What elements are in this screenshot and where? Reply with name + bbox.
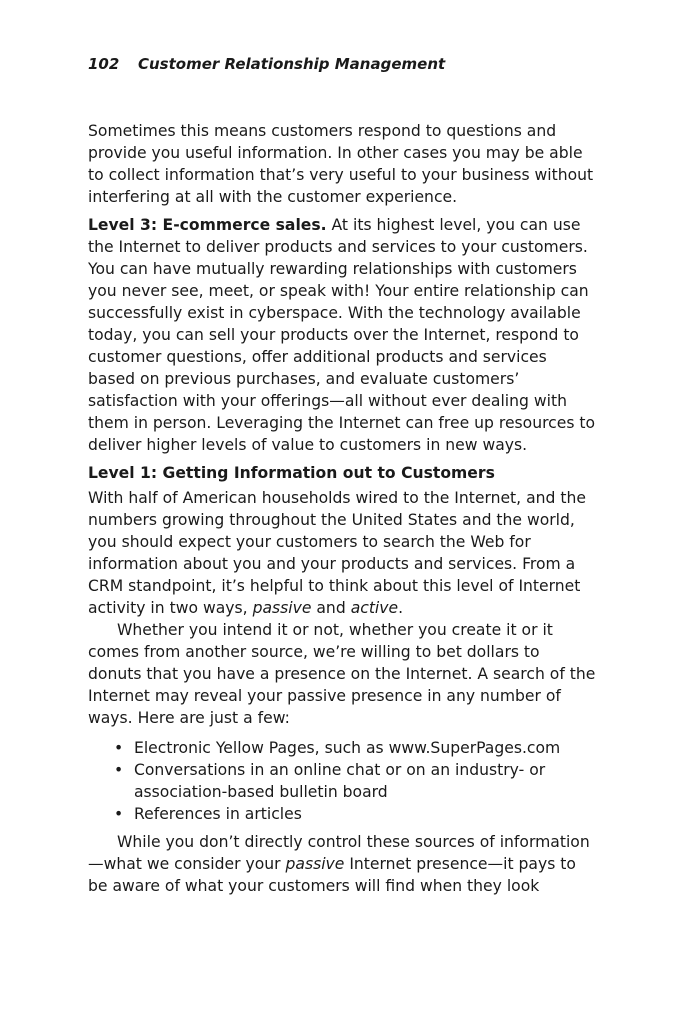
level-3-paragraph: [88, 214, 596, 456]
bullet-icon: •: [114, 761, 124, 779]
book-page: [88, 52, 596, 897]
para3-text: With half of American households wired to the Internet, and the numbers growing throughout the United States and the world, you should expect your customers to search the Web for information about you and your products and services. From a CRM standpoint, it’s helpful to think about this level of Internet activity in two ways,: [88, 489, 586, 617]
list-item: [114, 737, 596, 759]
level-3-text: At its highest level, you can use the Internet to deliver products and services to your customers. You can have mutually rewarding relationships with customers you never see, meet, or speak with! Your entire relationship can successfully exist in cyberspace. With the technology available today, you can sell your products over the Internet, respond to customer questions, offer additional products and services based on previous purchases, and evaluate customers’ satisfaction with your offerings—all without ever dealing with them in person. Leveraging the Internet can free up resources to deliver higher levels of value to customers in new ways.: [88, 216, 596, 454]
running-title: Customer Relationship Management: [138, 55, 446, 73]
para5-end: Internet presence—it pays to be aware of what your customers will find when they look: [88, 855, 576, 895]
section-heading: Level 1: Getting Information out to Customers: [88, 464, 495, 482]
para3-passive: passive: [252, 599, 312, 617]
para5-start: While you don’t directly control these sources of information—what we consider your: [88, 833, 590, 873]
body-paragraph-4: Whether you intend it or not, whether you create it or it comes from another source, we’re willing to bet dollars to donuts that you have a presence on the Internet. A search of the Internet may reveal your passive presence in any number of ways. Here are just a few:: [88, 621, 596, 727]
level-3-run-in-heading: Level 3: E-commerce sales.: [88, 216, 327, 234]
list-item-text: Electronic Yellow Pages, such as www.SuperPages.com: [134, 739, 561, 757]
list-item: [114, 803, 596, 825]
body-paragraph-5: [88, 831, 596, 897]
list-item-text: Conversations in an online chat or on an industry- or association-based bulletin board: [134, 761, 546, 801]
bullet-icon: •: [114, 739, 124, 757]
para5-passive: passive: [285, 855, 345, 873]
list-item-text: References in articles: [134, 805, 302, 823]
para3-and: and: [311, 599, 351, 617]
para3-active: active: [350, 599, 399, 617]
body-paragraph-3: [88, 487, 596, 619]
bullet-list: [88, 737, 596, 825]
running-head: [88, 52, 596, 76]
list-item: [114, 759, 596, 803]
page-number: 102: [88, 55, 120, 73]
bullet-icon: •: [114, 805, 124, 823]
body-paragraph-1: Sometimes this means customers respond to questions and provide you useful information. In other cases you may be able to collect information that’s very useful to your business without interfering at all with the customer experience.: [88, 122, 594, 206]
para3-end: .: [398, 599, 404, 617]
